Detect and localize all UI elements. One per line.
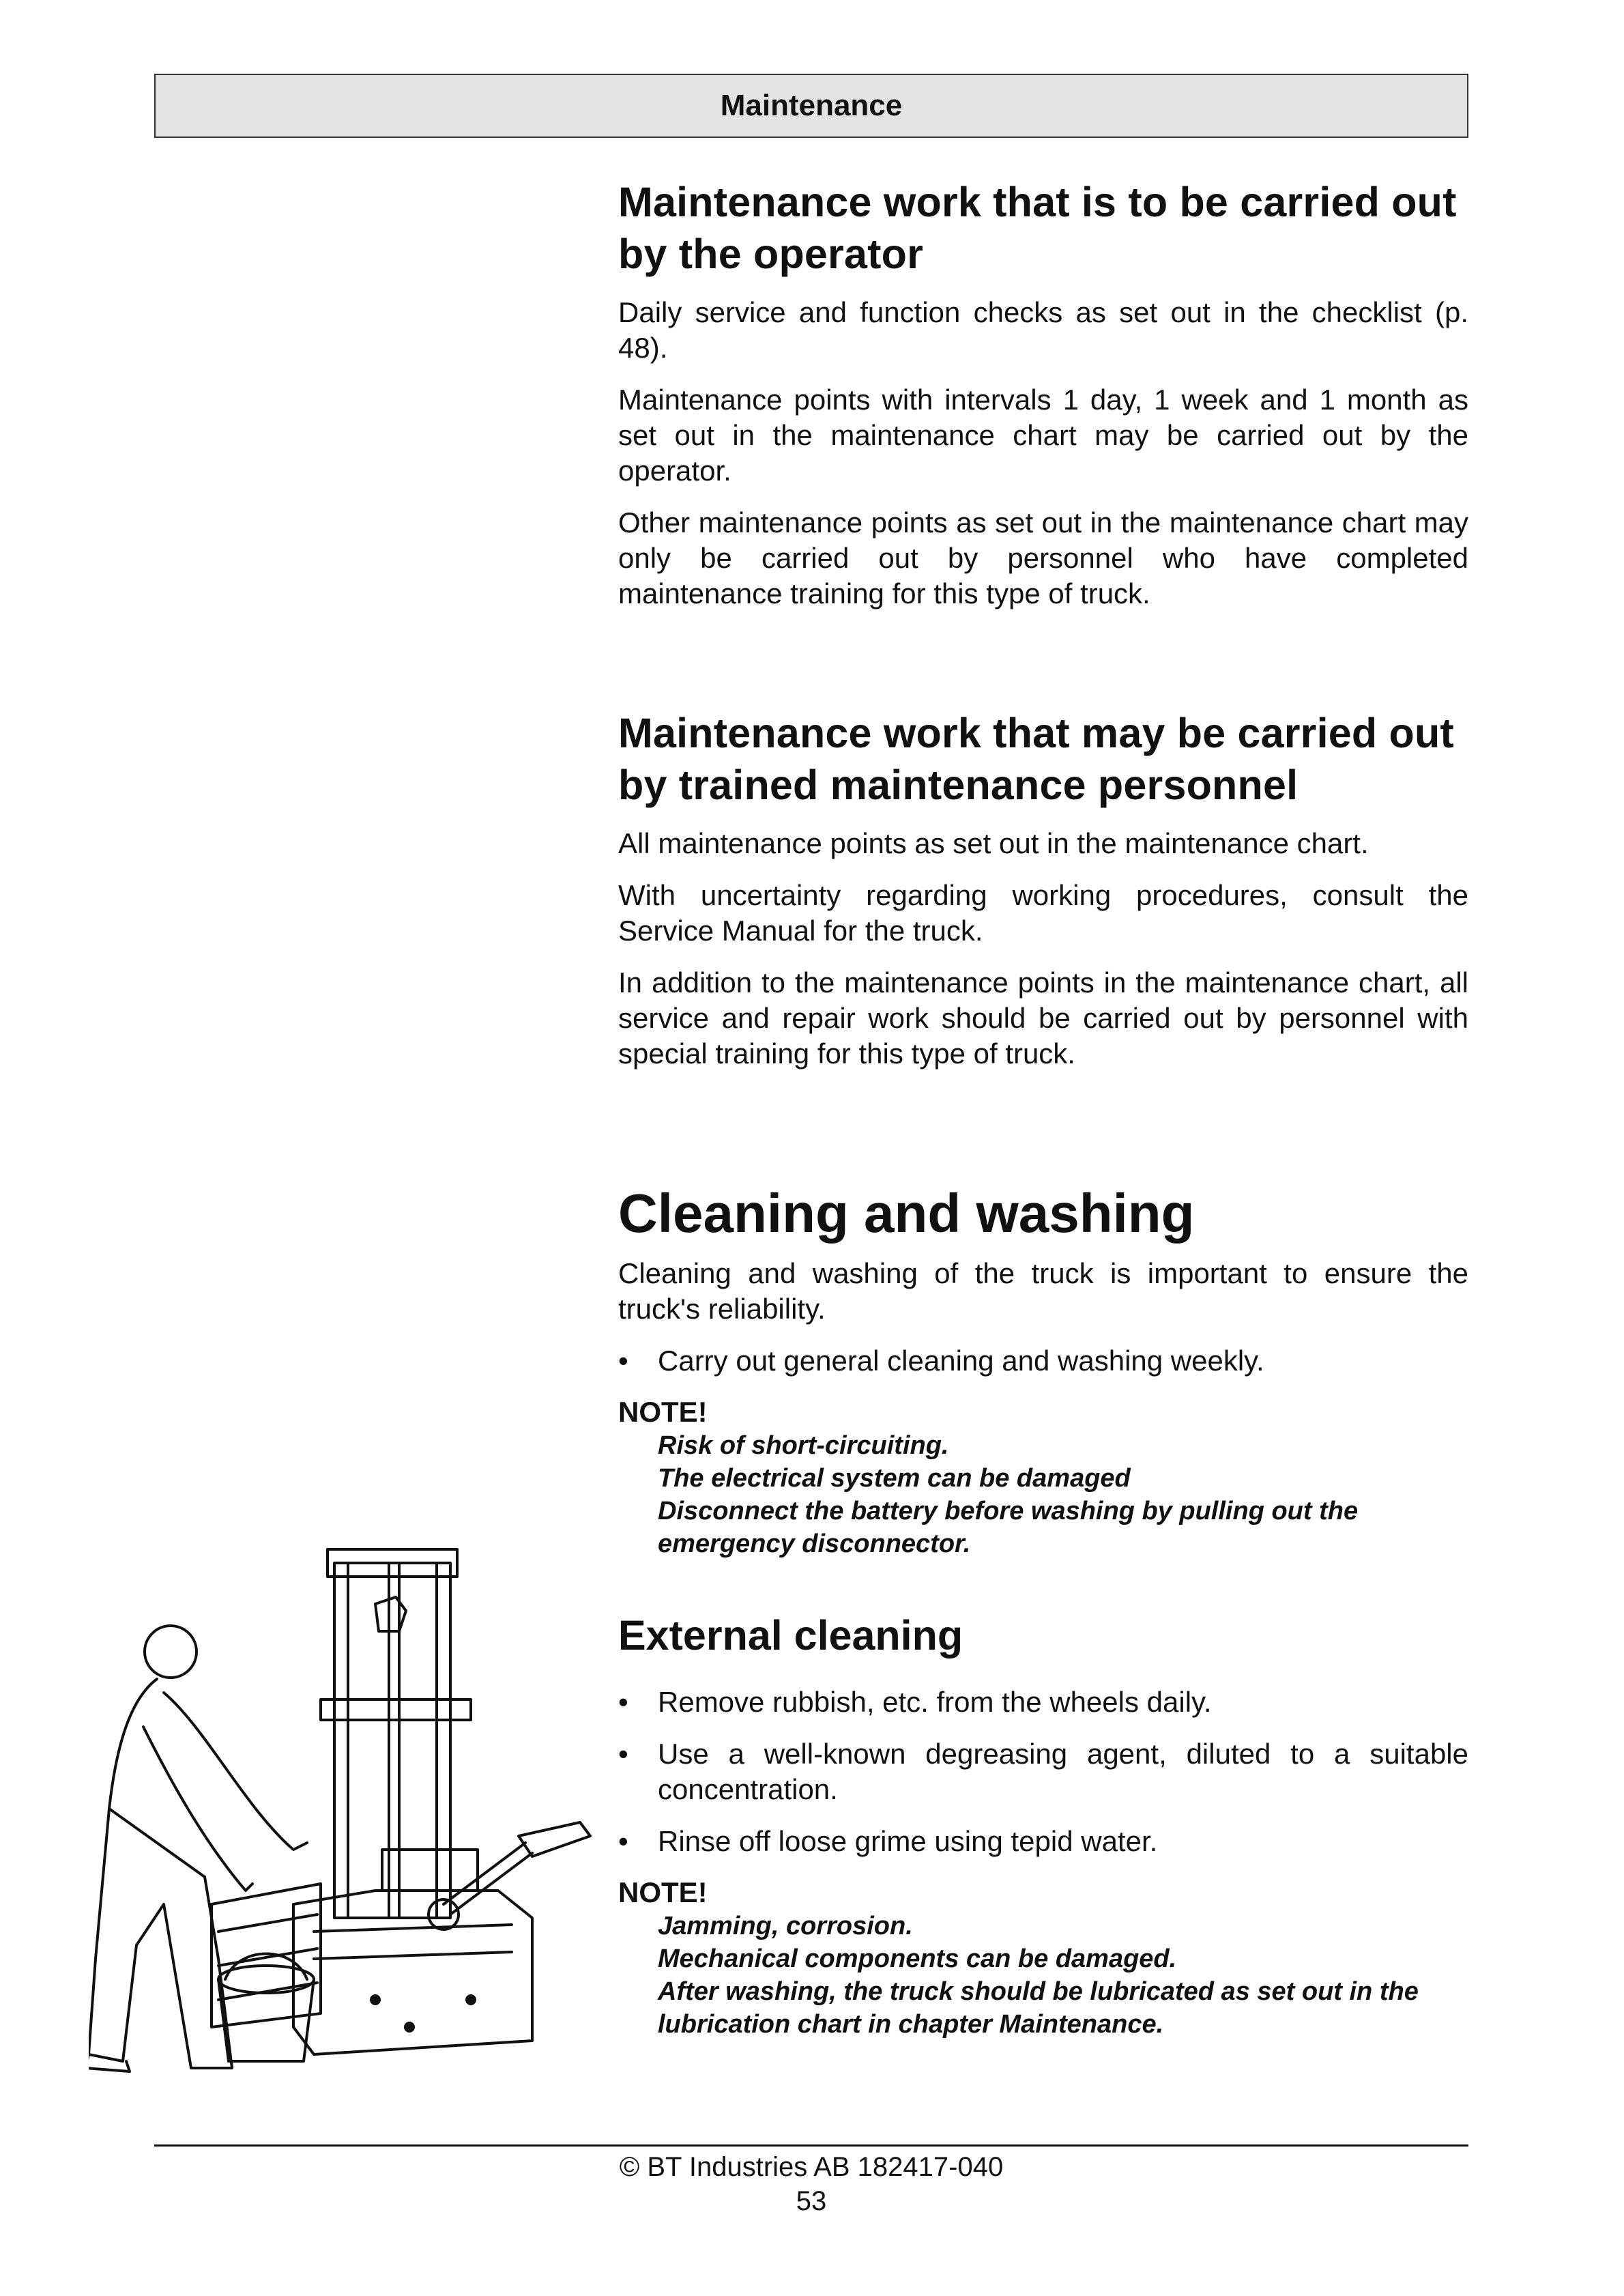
footer-rule bbox=[154, 2144, 1468, 2147]
operator-paragraph-1: Daily service and function checks as set out in the checklist (p. 48). bbox=[618, 296, 1468, 364]
external-note-body bbox=[658, 1910, 1468, 2041]
external-bullet-text-1: Remove rubbish, etc. from the wheels daily. bbox=[658, 1686, 1212, 1718]
external-bullet-text-3: Rinse off loose grime using tepid water. bbox=[658, 1825, 1158, 1857]
footer-copyright: © BT Industries AB 182417-040 bbox=[619, 2152, 1004, 2182]
operator-paragraph-3: Other maintenance points as set out in the maintenance chart may only be carried out by personnel who have completed maintenance training for this type of truck. bbox=[618, 506, 1468, 609]
operator-paragraph-2: Maintenance points with intervals 1 day, 1 week and 1 month as set out in the maintenance chart may be carried out by the operator. bbox=[618, 384, 1468, 487]
page-number: 53 bbox=[796, 2186, 827, 2216]
main-content bbox=[618, 176, 1468, 2041]
forks-drawing bbox=[212, 1884, 321, 2027]
tiller-drawing bbox=[444, 1822, 590, 1914]
cleaning-heading: Cleaning and washing bbox=[618, 1183, 1195, 1244]
external-note-line-1: Jamming, corrosion. bbox=[658, 1912, 913, 1940]
bullet-glyph: • bbox=[618, 1825, 628, 1857]
operator-heading: Maintenance work that is to be carried out by the operator bbox=[618, 179, 1457, 277]
cleaning-note-body bbox=[658, 1429, 1468, 1560]
external-bullet-2 bbox=[618, 1736, 1468, 1807]
trained-paragraph-3: In addition to the maintenance points in the maintenance chart, all service and repair work should be carried out by personnel with special training for this type of truck. bbox=[618, 966, 1468, 1070]
external-note-title: NOTE! bbox=[618, 1876, 708, 1908]
page-header bbox=[154, 74, 1468, 138]
cleaning-note-line-1: Risk of short-circuiting. bbox=[658, 1431, 949, 1460]
external-bullet-1 bbox=[618, 1684, 1468, 1720]
cleaning-note-line-3: Disconnect the battery before washing by pulling out the emergency disconnector. bbox=[658, 1497, 1359, 1558]
bullet-glyph: • bbox=[618, 1686, 628, 1718]
external-heading: External cleaning bbox=[618, 1612, 963, 1659]
trained-paragraph-1: All maintenance points as set out in the maintenance chart. bbox=[618, 827, 1369, 859]
truck-washing-illustration bbox=[89, 1522, 607, 2082]
cleaning-paragraph: Cleaning and washing of the truck is important to ensure the truck's reliability. bbox=[618, 1257, 1468, 1325]
trained-heading: Maintenance work that may be carried out by trained maintenance personnel bbox=[618, 710, 1454, 808]
cleaning-bullet bbox=[618, 1343, 1468, 1379]
trained-paragraph-2: With uncertainty regarding working procedures, consult the Service Manual for the truck. bbox=[618, 879, 1468, 947]
bullet-glyph: • bbox=[618, 1345, 628, 1377]
external-note-line-3: After washing, the truck should be lubricated as set out in the lubrication chart in chapter Maintenance. bbox=[658, 1977, 1419, 2039]
external-bullet-3 bbox=[618, 1824, 1468, 1859]
external-note-line-2: Mechanical components can be damaged. bbox=[658, 1945, 1177, 1973]
operator-figure-drawing bbox=[89, 1626, 307, 2071]
bucket-drawing bbox=[218, 1954, 314, 2062]
cleaning-bullet-text: Carry out general cleaning and washing weekly. bbox=[658, 1345, 1264, 1377]
cleaning-note-line-2: The electrical system can be damaged bbox=[658, 1464, 1131, 1493]
header-title: Maintenance bbox=[720, 89, 903, 122]
cleaning-note-title: NOTE! bbox=[618, 1396, 708, 1428]
mast-drawing bbox=[321, 1549, 471, 1918]
external-bullet-text-2: Use a well-known degreasing agent, diluted to a suitable concentration. bbox=[658, 1738, 1468, 1805]
bullet-glyph: • bbox=[618, 1738, 628, 1770]
